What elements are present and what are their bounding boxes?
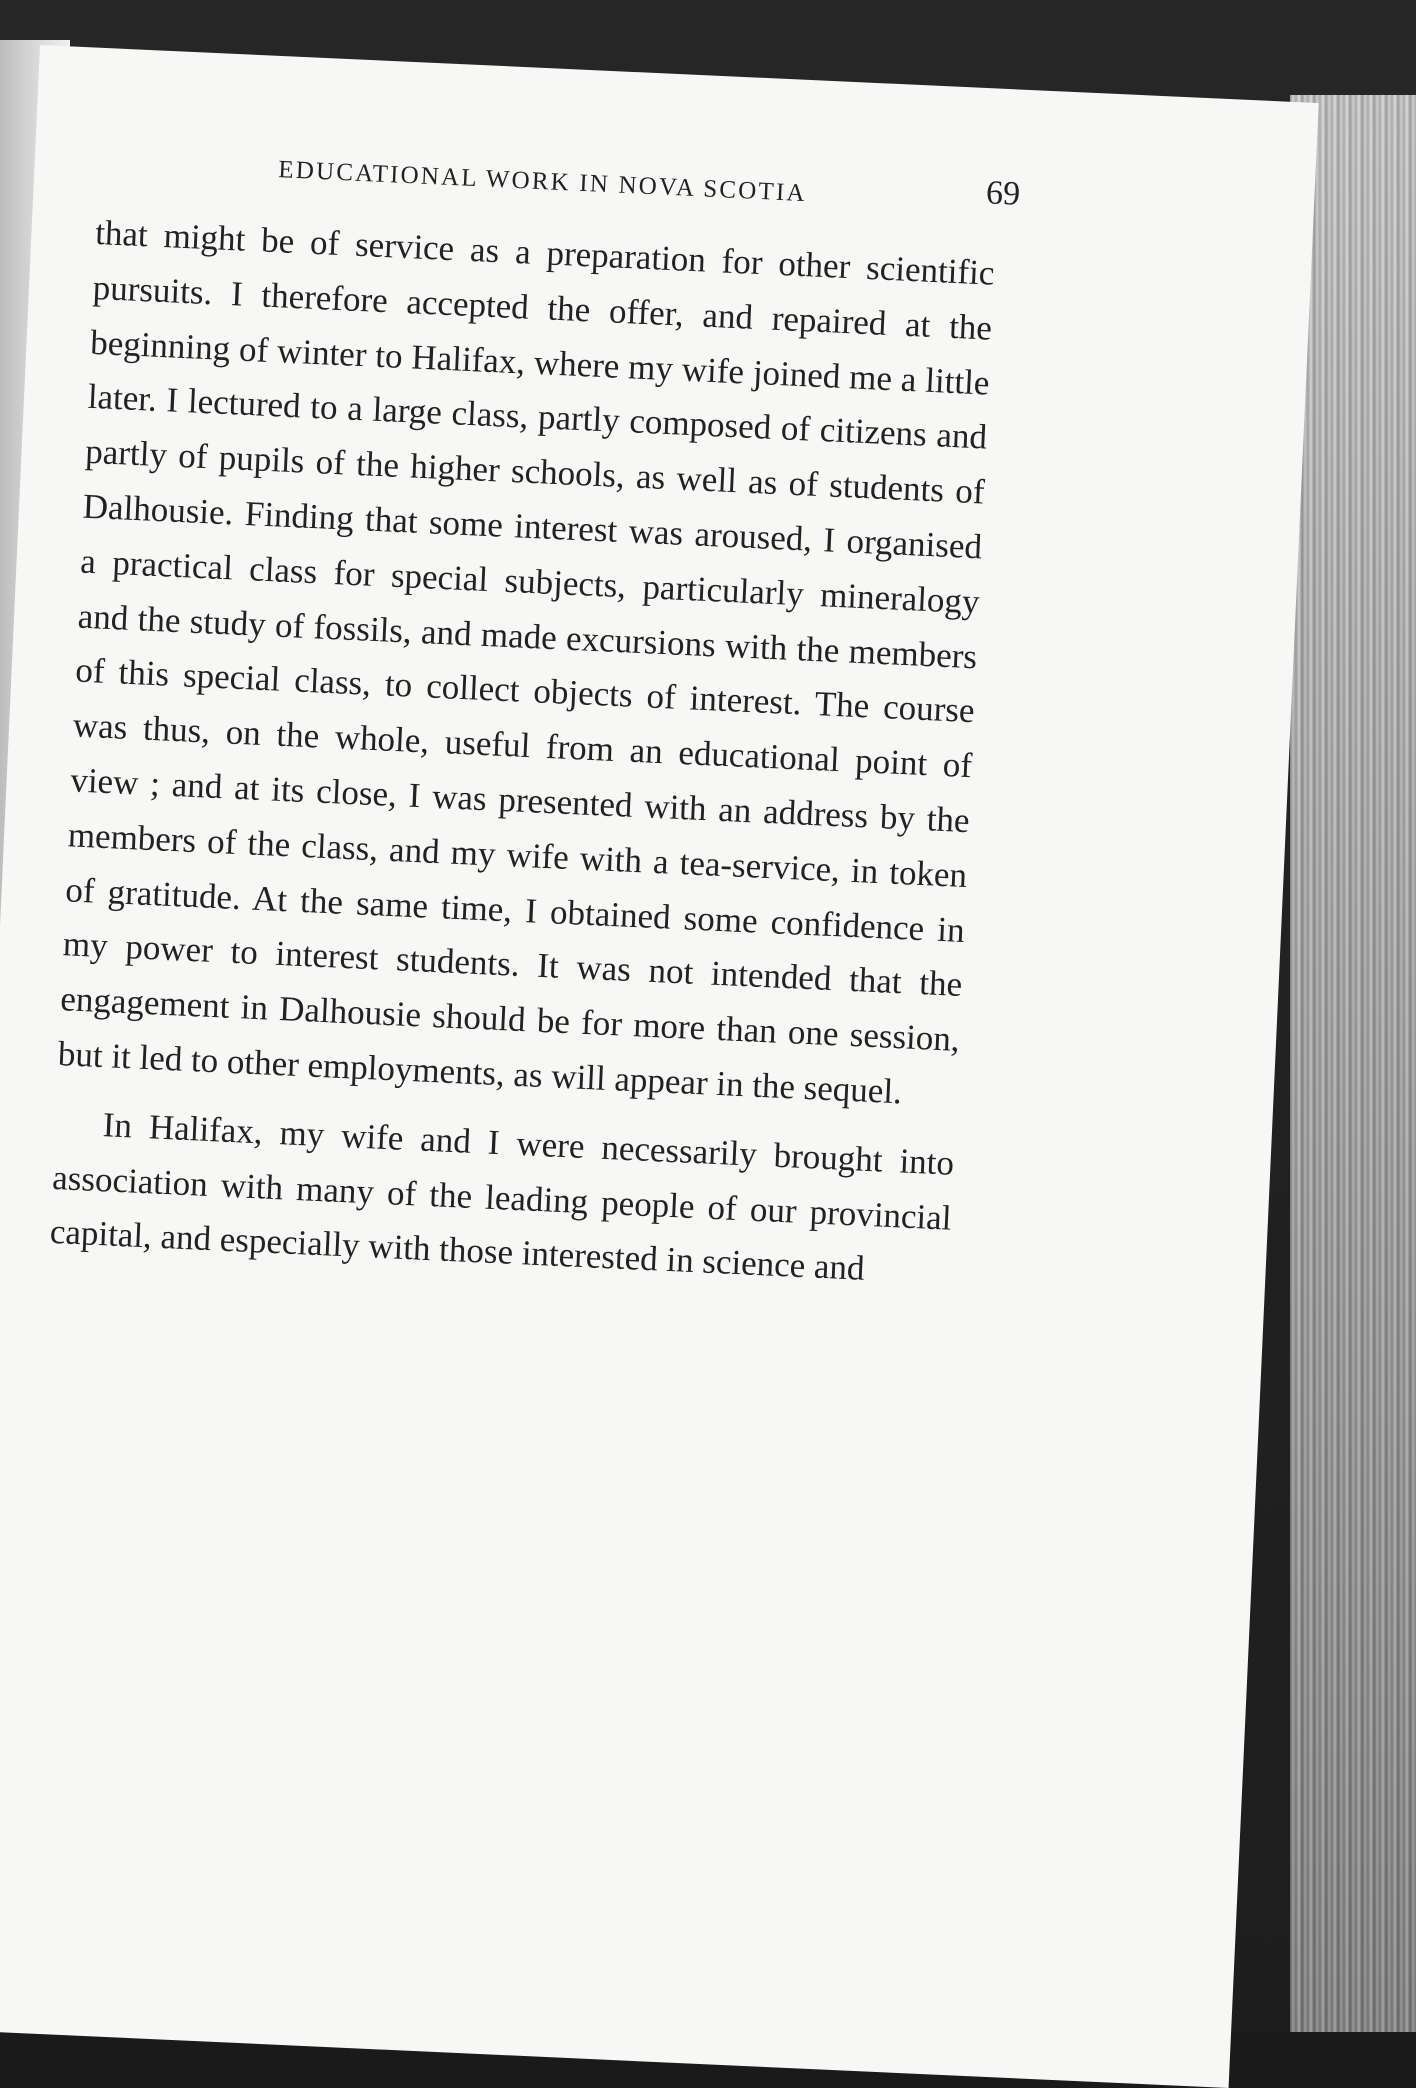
book-page-edges-shading: [1290, 95, 1416, 2032]
page-number: 69: [985, 174, 1021, 213]
paragraph-halifax: In Halifax, my wife and I were necessarily brought into association with many of the leading people of our provincial capital, and especially with those interested in science and: [49, 1104, 955, 1289]
paragraph-continued: that might be of service as a preparation for other scientific pursuits. I therefore accepted the offer, and repaired at the beginning of winter to Halifax, where my wife joined me a little later. I lectured to a large class, partly composed of citizens and partly of pupils of the higher schools, as well as of students of Dalhousie. Finding that some interest was aroused, I organised a practical class for special subjects, particularly mineralogy and the study of fossils, and made excursions with the members of this special class, to collect objects of interest. The course was thus, on the whole, useful from an educational point of view ; and at its close, I was presented with an address by the members of the class, and my wife with a tea-service, in token of gratitude. At the same time, I obtained some confidence in my power to interest students. It was not intended that the engagement in Dalhousie should be for more than one session, but it led to other employments, as will appear in the sequel.: [57, 212, 996, 1112]
page-content: [49, 130, 1021, 1301]
running-title: EDUCATIONAL WORK IN NOVA SCOTIA: [277, 156, 808, 208]
